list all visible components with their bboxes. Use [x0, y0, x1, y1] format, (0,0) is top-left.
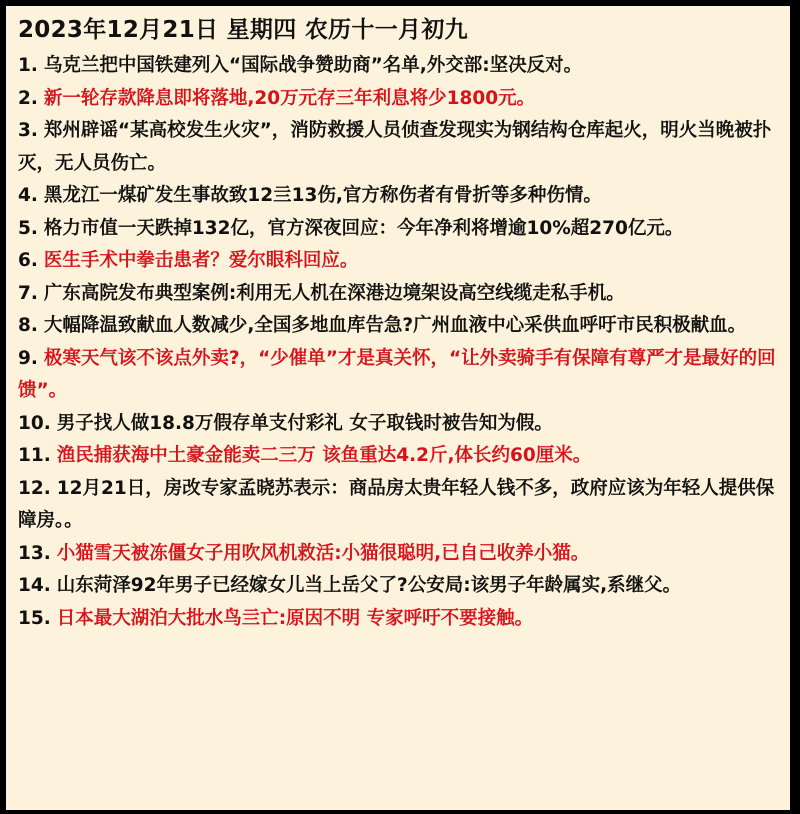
news-item-number: 15. [18, 607, 51, 629]
news-item-1 [18, 50, 780, 83]
news-item-text: 黑龙江一煤矿发生事故致12亖13伤,官方称伤者有骨折等多种伤情。 [43, 185, 602, 206]
news-item-text: 渔民捕获海中土豪金能卖二三万 该鱼重达4.2斤,体长约60厘米。 [56, 445, 592, 466]
news-item-number: 12. [18, 477, 51, 499]
news-item-11 [18, 440, 780, 473]
news-item-5 [18, 213, 780, 246]
news-item-text: 日本最大湖泊大批水鸟亖亡:原因不明 专家呼吁不要接触。 [56, 607, 534, 629]
news-item-text: 小猫雪天被冻僵女子用吹风机救活:小猫很聪明,已自己收养小猫。 [56, 542, 590, 564]
news-item-7 [18, 278, 780, 311]
news-item-number: 8. [18, 315, 38, 336]
news-item-number: 10. [18, 412, 51, 434]
news-item-number: 4. [18, 185, 38, 206]
news-item-text: 男子找人做18.8万假存单支付彩礼 女子取钱时被告知为假。 [56, 412, 553, 434]
news-item-text: 极寒天气该不该点外卖?，“少催单”才是真关怀，“让外卖骑手有保障有尊严才是最好的回馈”。 [18, 347, 776, 401]
news-item-text: 郑州辟谣“某高校发生火灾”，消防救援人员侦查发现实为钢结构仓库起火，明火当晚被扑灭，无人员伤亡。 [18, 120, 772, 174]
news-panel [6, 6, 790, 810]
news-item-number: 5. [18, 217, 38, 239]
news-item-13 [18, 538, 780, 571]
news-item-number: 1. [18, 55, 38, 76]
news-item-text: 新一轮存款降息即将落地,20万元存三年利息将少1800元。 [43, 87, 536, 109]
news-item-number: 2. [18, 87, 38, 109]
news-item-text: 12月21日，房改专家孟晓苏表示：商品房太贵年轻人钱不多，政府应该为年轻人提供保障房。。 [18, 477, 775, 531]
news-list [18, 50, 780, 635]
news-item-10 [18, 408, 780, 441]
news-item-6 [18, 245, 780, 278]
news-item-3 [18, 115, 780, 180]
news-item-number: 3. [18, 120, 38, 141]
news-item-number: 13. [18, 542, 51, 564]
news-item-number: 9. [18, 347, 38, 369]
news-item-9 [18, 343, 780, 408]
news-item-15 [18, 603, 780, 636]
news-item-8 [18, 310, 780, 343]
news-item-14 [18, 570, 780, 603]
news-item-text: 广东高院发布典型案例:利用无人机在深港边境架设高空线缆走私手机。 [43, 282, 625, 304]
news-item-4 [18, 180, 780, 213]
news-item-text: 乌克兰把中国铁建列入“国际战争赞助商”名单,外交部:坚决反对。 [43, 55, 583, 76]
news-item-number: 14. [18, 575, 51, 596]
news-item-text: 格力市值一天跌掉132亿，官方深夜回应：今年净利将增逾10%超270亿元。 [43, 217, 684, 239]
news-item-number: 6. [18, 250, 38, 271]
news-item-text: 山东菏泽92年男子已经嫁女儿当上岳父了?公安局:该男子年龄属实,系继父。 [56, 575, 682, 596]
news-item-12 [18, 473, 780, 538]
news-item-text: 大幅降温致献血人数减少,全国多地血库告急?广州血液中心采供血呼吁市民积极献血。 [43, 315, 747, 336]
news-item-number: 11. [18, 445, 51, 466]
news-item-number: 7. [18, 282, 38, 304]
news-item-2 [18, 83, 780, 116]
date-header: 2023年12月21日 星期四 农历十一月初九 [18, 17, 468, 43]
news-item-text: 医生手术中拳击患者？爱尔眼科回应。 [43, 250, 359, 271]
